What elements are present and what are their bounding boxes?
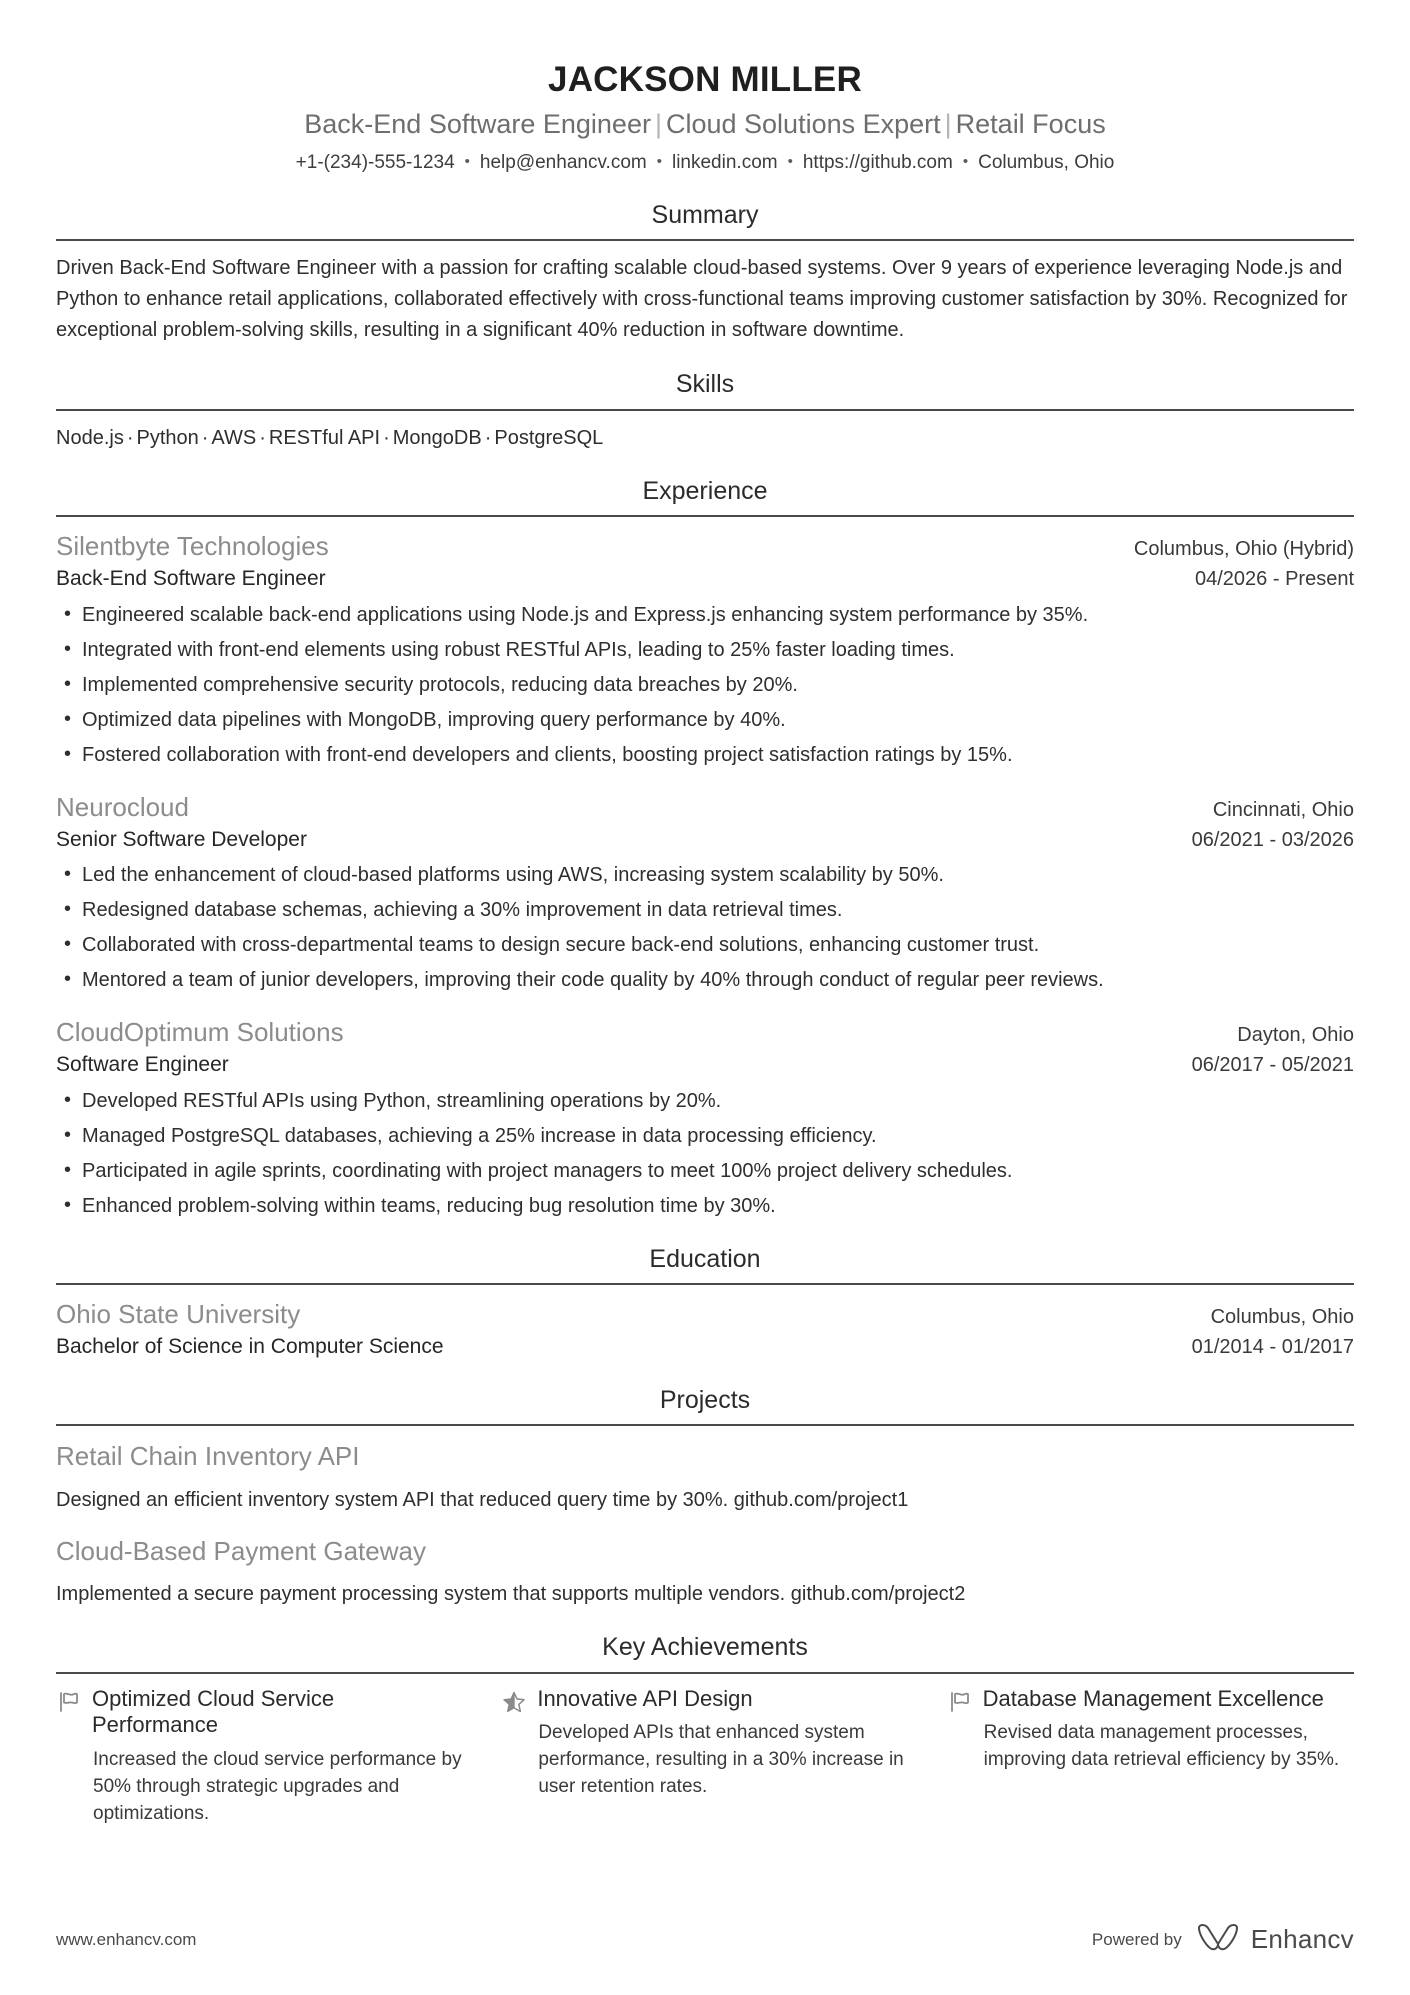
job-bullet: • Integrated with front-end elements using robust RESTful APIs, leading to 25% faster loading times. (56, 635, 1354, 665)
skill-separator: · (484, 426, 492, 449)
job-location: Columbus, Ohio (Hybrid) (1133, 538, 1354, 561)
project-description: Designed an efficient inventory system API that reduced query time by 30%. github.com/project1 (56, 1488, 909, 1511)
experience-entry (56, 529, 1354, 769)
section-projects (56, 1384, 1354, 1609)
job-bullet-list (56, 860, 1354, 995)
achievement-item (947, 1686, 1354, 1775)
job-dates: 04/2026 - Present (1195, 568, 1354, 591)
entry-subheader-row (56, 564, 1354, 593)
project-entry (56, 1438, 1354, 1514)
skill-separator: · (126, 426, 134, 449)
entry-subheader-row (56, 825, 1354, 854)
star-icon (501, 1686, 527, 1714)
education-entries (56, 1285, 1354, 1361)
project-entry (56, 1533, 1354, 1609)
flag-icon (947, 1686, 973, 1714)
job-title: Senior Software Developer (56, 827, 307, 851)
enhancv-logo-icon (1196, 1922, 1242, 1957)
achievement-title: Database Management Excellence (982, 1685, 1324, 1711)
skill-item: RESTful API (268, 426, 381, 449)
project-description: Implemented a secure payment processing system that supports multiple vendors. github.com/project2 (56, 1583, 966, 1605)
section-title-projects: Projects (659, 1385, 751, 1414)
skill-separator: · (201, 426, 209, 449)
section-title-skills: Skills (675, 370, 735, 399)
achievement-description: Increased the cloud service performance by 50% through strategic upgrades and optimizations. (93, 1749, 462, 1825)
degree-name: Bachelor of Science in Computer Science (56, 1335, 444, 1359)
skill-item: MongoDB (392, 426, 482, 449)
headline-part: Cloud Solutions Expert (665, 108, 941, 139)
contact-item[interactable]: https://github.com (802, 152, 953, 174)
company-name: CloudOptimum Solutions (56, 1017, 344, 1048)
job-bullet: • Redesigned database schemas, achieving a 30% improvement in data retrieval times. (56, 895, 1354, 925)
footer-website-url[interactable]: www.enhancv.com (56, 1929, 197, 1949)
skill-item: Python (136, 426, 199, 449)
experience-entry (56, 1015, 1354, 1220)
achievement-body (92, 1686, 463, 1829)
school-location: Columbus, Ohio (1210, 1306, 1354, 1329)
headline-separator: | (654, 108, 662, 139)
company-name: Neurocloud (56, 791, 189, 822)
job-bullet: • Managed PostgreSQL databases, achieving a 25% increase in data processing efficiency. (56, 1121, 1354, 1151)
contact-item[interactable]: linkedin.com (671, 152, 778, 174)
project-entries (56, 1426, 1354, 1609)
school-name: Ohio State University (56, 1299, 301, 1330)
achievement-description: Revised data management processes, improving data retrieval efficiency by 35%. (983, 1722, 1340, 1771)
skill-item: PostgreSQL (494, 426, 604, 449)
job-bullet: • Engineered scalable back-end applications using Node.js and Express.js enhancing system performance by 35%. (56, 600, 1354, 630)
section-title-education: Education (649, 1244, 761, 1273)
job-bullet-list (56, 600, 1354, 770)
job-bullet: • Optimized data pipelines with MongoDB, improving query performance by 40%. (56, 705, 1354, 735)
flag-icon (56, 1686, 82, 1714)
job-bullet: • Enhanced problem-solving within teams, reducing bug resolution time by 30%. (56, 1191, 1354, 1221)
section-experience (56, 475, 1354, 1221)
job-bullet: • Led the enhancement of cloud-based platforms using AWS, increasing system scalability by 50%. (56, 860, 1354, 890)
contact-item[interactable]: Columbus, Ohio (978, 152, 1115, 174)
skill-separator: · (259, 426, 266, 449)
contact-separator-icon: • (787, 153, 793, 171)
project-title: Cloud-Based Payment Gateway (56, 1535, 426, 1566)
education-dates: 01/2014 - 01/2017 (1191, 1336, 1354, 1359)
section-skills (56, 368, 1354, 453)
headline-separator: | (944, 108, 952, 139)
job-bullet: • Fostered collaboration with front-end developers and clients, boosting project satisfaction ratings by 15%. (56, 740, 1354, 770)
job-dates: 06/2021 - 03/2026 (1191, 828, 1354, 851)
achievement-title: Optimized Cloud Service Performance (92, 1685, 335, 1738)
entry-subheader-row (56, 1332, 1354, 1361)
entry-header-row (56, 529, 1354, 564)
job-title: Back-End Software Engineer (56, 567, 326, 591)
contact-separator-icon: • (962, 153, 969, 171)
skills-list (56, 423, 1354, 453)
job-title: Software Engineer (56, 1053, 229, 1077)
contact-separator-icon: • (656, 153, 662, 171)
project-title: Retail Chain Inventory API (56, 1441, 360, 1472)
contact-item[interactable]: +1-(234)-555-1234 (295, 152, 455, 174)
achievement-description: Developed APIs that enhanced system performance, resulting in a 30% increase in user retention rates. (538, 1722, 904, 1798)
section-summary (56, 199, 1354, 347)
job-bullet: • Participated in agile sprints, coordinating with project managers to meet 100% project delivery schedules. (56, 1156, 1354, 1186)
skill-item: AWS (211, 426, 257, 449)
contact-separator-icon: • (464, 153, 470, 171)
job-bullet: • Developed RESTful APIs using Python, streamlining operations by 20%. (56, 1086, 1354, 1116)
job-bullet: • Collaborated with cross-departmental teams to design secure back-end solutions, enhancing customer trust. (56, 930, 1354, 960)
experience-entry (56, 790, 1354, 995)
entry-header-row (56, 790, 1354, 825)
enhancv-brand (1196, 1922, 1354, 1957)
achievement-item (501, 1686, 908, 1802)
summary-text: Driven Back-End Software Engineer with a passion for crafting scalable cloud-based systems. Over 9 years of experience leveraging Node.js and Python to enhance retail applications, collaborated effectively with cross-functional teams improving customer satisfaction by 30%. Recognized for exceptional problem-solving skills, resulting in a significant 40% reduction in software downtime. (56, 257, 1348, 342)
skill-item: Node.js (56, 426, 124, 449)
contact-line (56, 150, 1354, 177)
achievement-body (983, 1686, 1354, 1775)
section-key-achievements (56, 1631, 1354, 1828)
education-entry (56, 1297, 1354, 1361)
achievement-body (537, 1686, 908, 1802)
job-location: Cincinnati, Ohio (1212, 798, 1354, 821)
job-bullet: • Implemented comprehensive security protocols, reducing data breaches by 20%. (56, 670, 1354, 700)
page-footer (56, 1922, 1354, 1957)
entry-header-row (56, 1015, 1354, 1050)
job-dates: 06/2017 - 05/2021 (1191, 1054, 1354, 1077)
entry-header-row (56, 1297, 1354, 1332)
job-location: Dayton, Ohio (1237, 1024, 1354, 1047)
job-bullet: • Mentored a team of junior developers, improving their code quality by 40% through conduct of regular peer reviews. (56, 965, 1354, 995)
resume-header (56, 40, 1354, 177)
candidate-headline (56, 106, 1354, 142)
contact-item[interactable]: help@enhancv.com (479, 152, 647, 174)
achievement-list (56, 1686, 1354, 1829)
achievement-item (56, 1686, 463, 1829)
achievement-title: Innovative API Design (537, 1685, 753, 1711)
skill-separator: · (383, 426, 390, 449)
headline-part: Retail Focus (955, 108, 1106, 139)
entry-subheader-row (56, 1050, 1354, 1079)
enhancv-brand-name: Enhancv (1250, 1924, 1354, 1954)
section-education (56, 1243, 1354, 1362)
job-bullet-list (56, 1086, 1354, 1221)
company-name: Silentbyte Technologies (56, 531, 329, 562)
candidate-name: JACKSON MILLER (548, 60, 862, 99)
section-title-summary: Summary (651, 200, 759, 229)
section-title-key-achievements: Key Achievements (602, 1633, 808, 1661)
experience-entries (56, 517, 1354, 1220)
headline-part: Back-End Software Engineer (304, 108, 651, 139)
powered-by-label: Powered by (1091, 1929, 1182, 1949)
section-title-experience: Experience (642, 476, 768, 505)
